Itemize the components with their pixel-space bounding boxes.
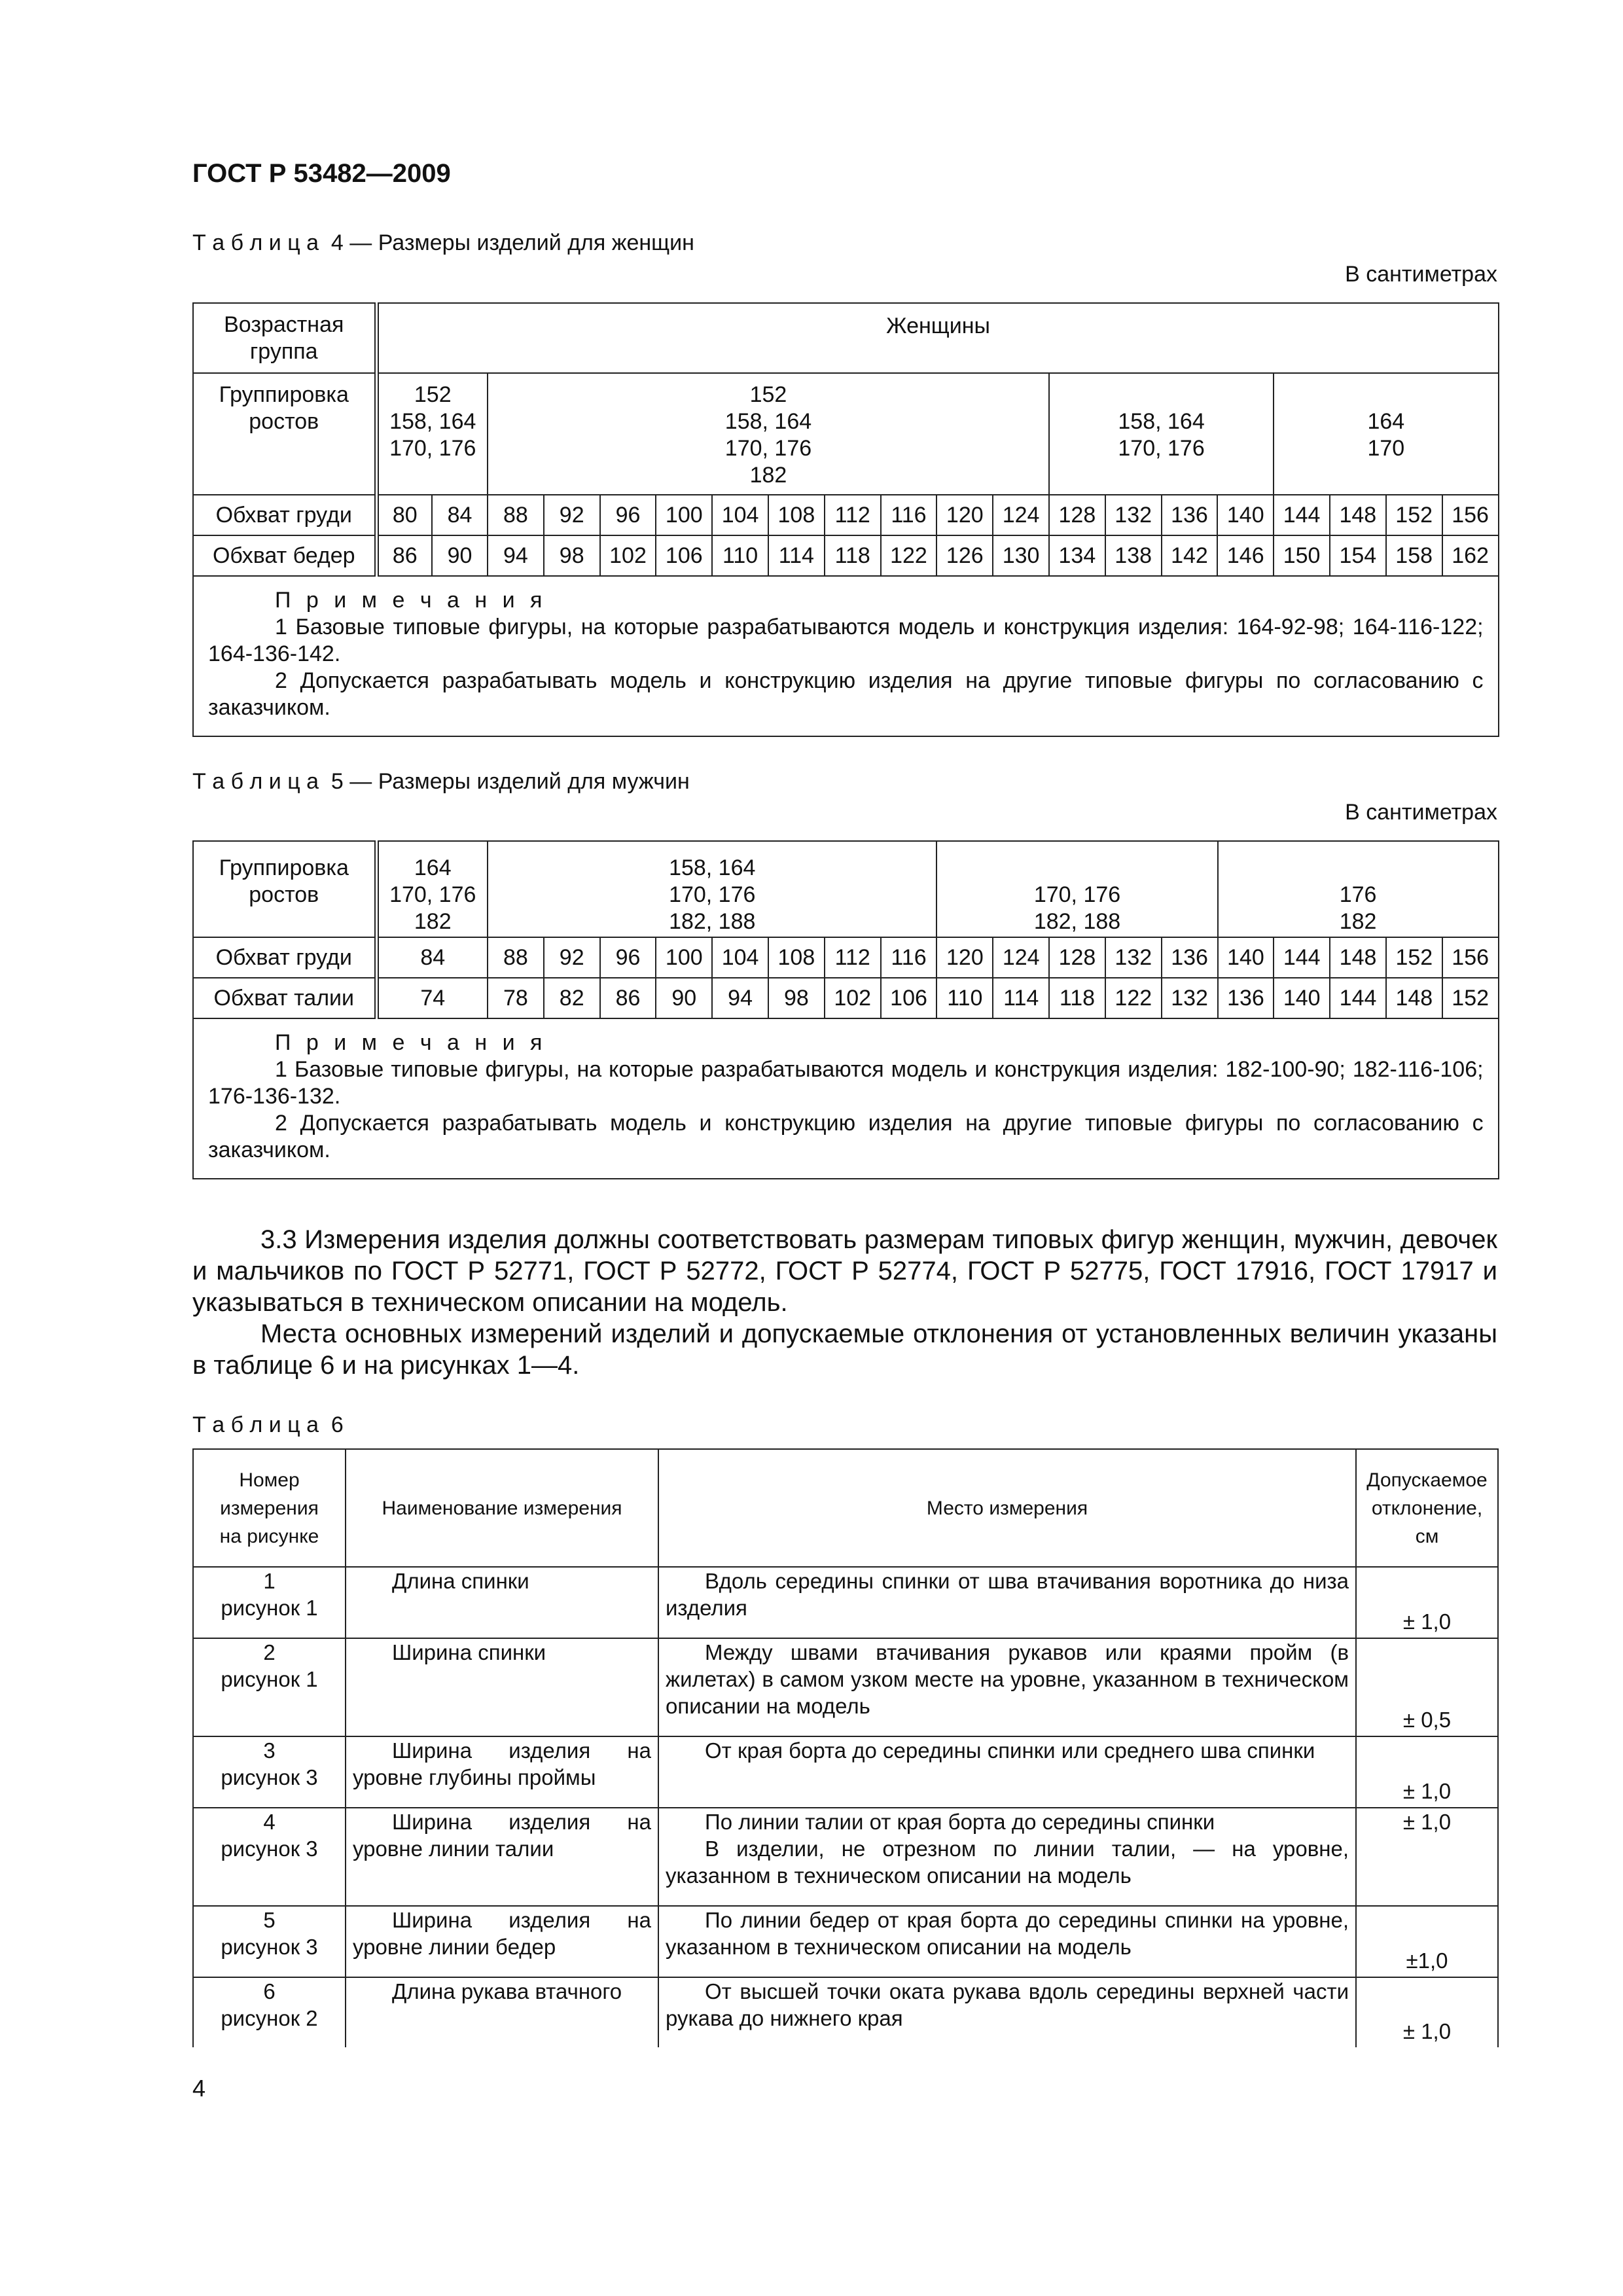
table5-unit: В сантиметрах (1345, 800, 1497, 825)
chest-cell: 80 (376, 495, 432, 535)
row-name-text: Длина спинки (392, 1569, 529, 1593)
row-place-text-2: В изделии, не отрезном по линии талии, — на уровне, указанном в техническом описании на модель (666, 1837, 1349, 1888)
height-group-2 (488, 841, 936, 937)
row-name-text: Ширина изделия на уровне глубины проймы (353, 1738, 651, 1789)
age-group-label: Возрастная группа (193, 303, 376, 373)
row-name (346, 1736, 658, 1808)
hips-cell: 142 (1162, 535, 1218, 576)
row-num: 5 (263, 1908, 276, 1932)
table5-notes (193, 1018, 1499, 1179)
header-line: см (1415, 1525, 1439, 1547)
document-header: ГОСТ Р 53482—2009 (192, 159, 451, 188)
waist-cell: 90 (656, 978, 712, 1018)
row-deviation: ± 0,5 (1356, 1638, 1498, 1736)
waist-cell: 86 (600, 978, 656, 1018)
chest-cell: 96 (600, 495, 656, 535)
table-row (193, 495, 1499, 535)
waist-label: Обхват талии (193, 978, 376, 1018)
header-deviation (1356, 1449, 1498, 1567)
hips-cell: 138 (1105, 535, 1162, 576)
row-figure: рисунок 3 (221, 1765, 318, 1789)
row-number (193, 1808, 346, 1906)
height-line: 170, 176 (724, 436, 812, 461)
row-figure: рисунок 3 (221, 1935, 318, 1959)
header-line: Допускаемое (1366, 1469, 1488, 1491)
row-deviation: ± 1,0 (1356, 1977, 1498, 2047)
heights-label: Группировка ростов (193, 841, 376, 937)
row-num: 2 (263, 1640, 276, 1664)
notes-title: П р и м е ч а н и я (275, 1030, 547, 1055)
hips-cell: 130 (993, 535, 1049, 576)
table4-notes (193, 576, 1499, 736)
chest-label: Обхват груди (193, 495, 376, 535)
height-line: 170, 176 (1033, 882, 1121, 907)
row-place (658, 1638, 1356, 1736)
row-number (193, 1906, 346, 1977)
chest-cell: 152 (1386, 937, 1442, 978)
row-figure: рисунок 1 (221, 1667, 318, 1691)
hips-cell: 150 (1274, 535, 1330, 576)
waist-cell: 114 (993, 978, 1049, 1018)
height-line: 182 (1339, 909, 1377, 934)
chest-cell: 152 (1386, 495, 1442, 535)
row-num: 1 (263, 1569, 276, 1593)
table-row (193, 373, 1499, 495)
row-number (193, 1736, 346, 1808)
notes-title: П р и м е ч а н и я (275, 588, 547, 613)
note-1: 1 Базовые типовые фигуры, на которые разрабатываются модель и конструкция изделия: 182-100-90; 182-116-106; 176-136-132. (208, 1057, 1484, 1109)
table-row (193, 1638, 1498, 1736)
header-line: измерения (220, 1497, 319, 1519)
height-line: 176 (1339, 882, 1377, 907)
row-deviation: ± 1,0 (1356, 1808, 1498, 1906)
waist-cell: 152 (1442, 978, 1499, 1018)
hips-cell: 146 (1217, 535, 1274, 576)
page-number: 4 (192, 2075, 206, 2102)
chest-cell: 104 (712, 495, 768, 535)
age-group-value: Женщины (376, 303, 1499, 373)
note-1: 1 Базовые типовые фигуры, на которые разрабатываются модель и конструкция изделия: 164-92-98; 164-116-122; 164-136-142. (208, 615, 1484, 666)
row-name (346, 1808, 658, 1906)
hips-cell: 154 (1330, 535, 1386, 576)
chest-cell: 144 (1274, 495, 1330, 535)
chest-cell: 112 (825, 495, 881, 535)
table-row (193, 1567, 1498, 1638)
chest-cell: 104 (712, 937, 768, 978)
row-place (658, 1906, 1356, 1977)
heights-label: Группировка ростов (193, 373, 376, 495)
waist-cell: 132 (1162, 978, 1218, 1018)
chest-cell: 84 (376, 937, 488, 978)
row-num: 3 (263, 1738, 276, 1763)
chest-cell: 92 (544, 937, 600, 978)
chest-cell: 116 (881, 495, 937, 535)
height-group-2 (488, 373, 1049, 495)
note-2: 2 Допускается разрабатывать модель и конструкцию изделия на другие типовые фигуры по согласованию с заказчиком. (208, 668, 1484, 720)
paragraph-1: 3.3 Измерения изделия должны соответствовать размерам типовых фигур женщин, мужчин, девочек и мальчиков по ГОСТ Р 52771, ГОСТ Р 52772, ГОСТ Р 52774, ГОСТ Р 52775, ГОСТ 17916, ГОСТ 17917 и указываться в техническом описании на модель. (192, 1225, 1497, 1317)
height-line: 152 (749, 382, 787, 407)
waist-cell: 110 (936, 978, 993, 1018)
row-figure: рисунок 2 (221, 2006, 318, 2030)
row-place-text: От высшей точки оката рукава вдоль середины верхней части рукава до нижнего края (666, 1979, 1349, 2030)
chest-label: Обхват груди (193, 937, 376, 978)
chest-cell: 88 (488, 495, 544, 535)
table-row (193, 1018, 1499, 1179)
chest-cell: 136 (1162, 495, 1218, 535)
row-place-text: Между швами втачивания рукавов или краями пройм (в жилетах) в самом узком месте на уровне, указанном в техническом описании на модель (666, 1640, 1349, 1718)
chest-cell: 108 (768, 937, 825, 978)
row-place-text: По линии бедер от края борта до середины спинки на уровне, указанном в техническом описании на модель (666, 1908, 1349, 1959)
height-line: 170, 176 (669, 882, 756, 907)
height-line: 158, 164 (389, 409, 476, 434)
table-row (193, 978, 1499, 1018)
header-name: Наименование измерения (346, 1449, 658, 1567)
header-place: Место измерения (658, 1449, 1356, 1567)
header-line: Номер (239, 1469, 300, 1491)
row-name (346, 1567, 658, 1638)
height-line: 164 (414, 855, 452, 880)
waist-cell: 136 (1218, 978, 1274, 1018)
chest-cell: 144 (1274, 937, 1330, 978)
waist-cell: 106 (881, 978, 937, 1018)
hips-cell: 90 (432, 535, 488, 576)
chest-cell: 92 (544, 495, 600, 535)
hips-cell: 106 (656, 535, 712, 576)
header-line: на рисунке (219, 1525, 319, 1547)
chest-cell: 128 (1049, 937, 1105, 978)
height-line: 170 (1367, 436, 1405, 461)
height-group-4 (1274, 373, 1498, 495)
table-row (193, 535, 1499, 576)
table-row (193, 303, 1499, 373)
waist-cell: 74 (376, 978, 488, 1018)
chest-cell: 84 (432, 495, 488, 535)
row-figure: рисунок 3 (221, 1837, 318, 1861)
hips-cell: 126 (936, 535, 993, 576)
waist-cell: 122 (1105, 978, 1162, 1018)
row-name (346, 1906, 658, 1977)
row-place-text: По линии талии от края борта до середины спинки (705, 1810, 1215, 1834)
height-line: 158, 164 (669, 855, 756, 880)
row-deviation: ±1,0 (1356, 1906, 1498, 1977)
height-group-1 (376, 841, 488, 937)
table-row (193, 576, 1499, 736)
row-num: 4 (263, 1810, 276, 1834)
section-3-3 (192, 1224, 1497, 1381)
chest-cell: 132 (1105, 937, 1162, 978)
height-line: 158, 164 (724, 409, 812, 434)
hips-cell: 86 (376, 535, 432, 576)
row-place (658, 1567, 1356, 1638)
row-place-text: От края борта до середины спинки или среднего шва спинки (705, 1738, 1315, 1763)
chest-cell: 120 (936, 937, 993, 978)
waist-cell: 82 (544, 978, 600, 1018)
chest-cell: 148 (1330, 495, 1386, 535)
row-name-text: Ширина спинки (392, 1640, 546, 1664)
hips-cell: 114 (768, 535, 825, 576)
table-row (193, 1808, 1498, 1906)
chest-cell: 128 (1049, 495, 1105, 535)
chest-cell: 108 (768, 495, 825, 535)
row-name (346, 1638, 658, 1736)
table4-unit: В сантиметрах (1345, 262, 1497, 287)
header-line: отклонение, (1371, 1497, 1483, 1519)
waist-cell: 94 (712, 978, 768, 1018)
paragraph-2: Места основных измерений изделий и допускаемые отклонения от установленных величин указаны в таблице 6 и на рисунках 1—4. (192, 1319, 1497, 1380)
chest-cell: 148 (1330, 937, 1386, 978)
row-name (346, 1977, 658, 2047)
waist-cell: 144 (1330, 978, 1386, 1018)
height-group-1 (376, 373, 488, 495)
row-number (193, 1567, 346, 1638)
height-group-3 (936, 841, 1217, 937)
waist-cell: 118 (1049, 978, 1105, 1018)
waist-cell: 102 (825, 978, 881, 1018)
row-name-text: Ширина изделия на уровне линии талии (353, 1810, 651, 1861)
header-number (193, 1449, 346, 1567)
hips-cell: 118 (825, 535, 881, 576)
height-line: 182, 188 (1033, 909, 1121, 934)
table5-caption: Т а б л и ц а 5 — Размеры изделий для мужчин (192, 769, 690, 794)
height-line: 170, 176 (389, 436, 476, 461)
row-number (193, 1977, 346, 2047)
hips-cell: 110 (712, 535, 768, 576)
row-place (658, 1977, 1356, 2047)
waist-cell: 98 (768, 978, 825, 1018)
chest-cell: 156 (1442, 937, 1499, 978)
row-figure: рисунок 1 (221, 1596, 318, 1620)
chest-cell: 140 (1218, 937, 1274, 978)
height-line: 158, 164 (1118, 409, 1205, 434)
hips-cell: 158 (1386, 535, 1442, 576)
row-place-text: Вдоль середины спинки от шва втачивания воротника до низа изделия (666, 1569, 1349, 1620)
chest-cell: 124 (993, 937, 1049, 978)
hips-cell: 98 (544, 535, 600, 576)
height-group-3 (1049, 373, 1274, 495)
waist-cell: 78 (488, 978, 544, 1018)
waist-cell: 148 (1386, 978, 1442, 1018)
height-line: 170, 176 (1118, 436, 1205, 461)
chest-cell: 112 (825, 937, 881, 978)
table4 (192, 302, 1499, 737)
chest-cell: 120 (936, 495, 993, 535)
chest-cell: 136 (1162, 937, 1218, 978)
table6 (192, 1448, 1499, 2047)
hips-cell: 94 (488, 535, 544, 576)
table-row (193, 1977, 1498, 2047)
chest-cell: 100 (656, 495, 712, 535)
height-line: 182, 188 (669, 909, 756, 934)
row-place (658, 1808, 1356, 1906)
row-name-text: Длина рукава втачного (392, 1979, 622, 2003)
chest-cell: 140 (1217, 495, 1274, 535)
chest-cell: 116 (881, 937, 937, 978)
height-line: 170, 176 (389, 882, 476, 907)
height-line: 164 (1367, 409, 1405, 434)
row-deviation: ± 1,0 (1356, 1736, 1498, 1808)
table-row (193, 1449, 1498, 1567)
chest-cell: 132 (1105, 495, 1162, 535)
chest-cell: 156 (1442, 495, 1499, 535)
row-place (658, 1736, 1356, 1808)
hips-label: Обхват бедер (193, 535, 376, 576)
table-row (193, 1906, 1498, 1977)
hips-cell: 122 (881, 535, 937, 576)
chest-cell: 96 (600, 937, 656, 978)
row-deviation: ± 1,0 (1356, 1567, 1498, 1638)
height-group-4 (1218, 841, 1499, 937)
chest-cell: 88 (488, 937, 544, 978)
height-line: 182 (414, 909, 452, 934)
row-number (193, 1638, 346, 1736)
row-num: 6 (263, 1979, 276, 2003)
hips-cell: 134 (1049, 535, 1105, 576)
height-line: 182 (749, 463, 787, 488)
table5 (192, 840, 1499, 1179)
table-row (193, 937, 1499, 978)
table4-caption: Т а б л и ц а 4 — Размеры изделий для женщин (192, 230, 694, 255)
note-2: 2 Допускается разрабатывать модель и конструкцию изделия на другие типовые фигуры по согласованию с заказчиком. (208, 1111, 1484, 1162)
table6-caption: Т а б л и ц а 6 (192, 1412, 344, 1437)
row-name-text: Ширина изделия на уровне линии бедер (353, 1908, 651, 1959)
chest-cell: 100 (656, 937, 712, 978)
table-row (193, 1736, 1498, 1808)
hips-cell: 102 (600, 535, 656, 576)
table-row (193, 841, 1499, 937)
chest-cell: 124 (993, 495, 1049, 535)
height-line: 152 (414, 382, 452, 407)
waist-cell: 140 (1274, 978, 1330, 1018)
hips-cell: 162 (1442, 535, 1499, 576)
